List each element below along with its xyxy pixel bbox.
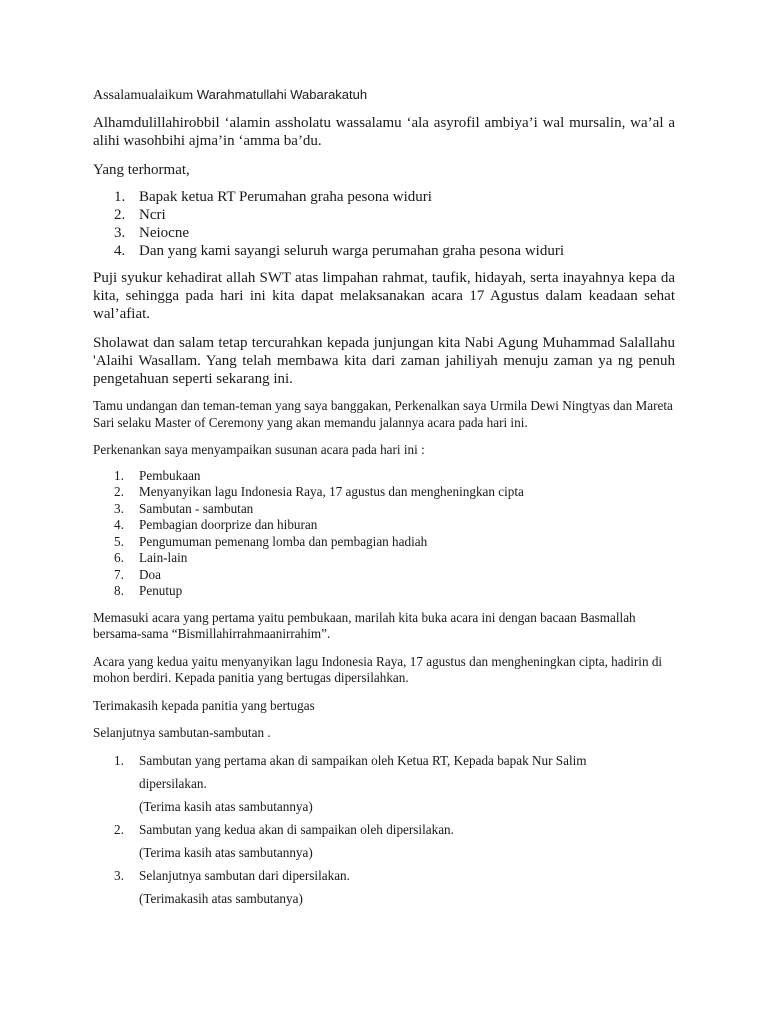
list-item: 8. Penutup	[114, 583, 183, 598]
opening-paragraph: Alhamdulillahirobbil ‘alamin assholatu wassalamu ‘ala asyrofil ambiya’i wal mursalin, wa’al a alihi wasohbihi ajma’in ‘amma ba’du.	[93, 115, 675, 149]
greeting-continuation: Warahmatullahi Wabarakatuh	[196, 87, 368, 102]
greeting-arabic-salam: Assalamualaikum	[93, 88, 197, 103]
list-item: 2. Sambutan yang kedua akan di sampaikan oleh dipersilakan. (Terima kasih atas sambutannya)	[93, 818, 675, 864]
list-item: 4. Dan yang kami sayangi seluruh warga perumahan graha pesona widuri	[114, 243, 565, 259]
document-page	[93, 86, 675, 910]
thanks-committee: Terimakasih kepada panitia yang bertugas	[93, 697, 315, 713]
list-item: 4. Pembagian doorprize dan hiburan	[114, 517, 318, 532]
list-item: 1. Bapak ketua RT Perumahan graha pesona widuri	[114, 189, 432, 205]
first-event-paragraph: Memasuki acara yang pertama yaitu pembukaan, marilah kita buka acara ini dengan bacaan Basmallah bersama-sama “Bismillahirrahmaanirrahim”.	[93, 609, 636, 641]
list-item: 3. Neiocne	[114, 225, 189, 241]
speech-thanks: (Terima kasih atas sambutannya)	[139, 844, 313, 860]
greeting	[93, 86, 675, 105]
honored-heading: Yang terhormat,	[93, 162, 190, 178]
mc-introduction: Tamu undangan dan teman-teman yang saya banggakan, Perkenalkan saya Urmila Dewi Ningtyas dan Mareta Sari selaku Master of Ceremony yang akan memandu jalannya acara pada hari ini.	[93, 398, 673, 430]
speeches-list	[93, 749, 675, 910]
honored-list	[93, 188, 675, 260]
speech-thanks: (Terimakasih atas sambutanya)	[139, 890, 303, 906]
list-item: 3. Selanjutnya sambutan dari dipersilakan. (Terimakasih atas sambutanya)	[93, 864, 675, 910]
agenda-list	[93, 468, 675, 600]
list-item: 2. Menyanyikan lagu Indonesia Raya, 17 agustus dan mengheningkan cipta	[114, 484, 524, 499]
list-item: 1. Pembukaan	[114, 467, 201, 483]
list-item: 1. Sambutan yang pertama akan di sampaikan oleh Ketua RT, Kepada bapak Nur Salim dipersilakan. (Terima kasih atas sambutannya)	[93, 749, 675, 818]
list-item: 3. Sambutan - sambutan	[114, 500, 254, 516]
second-event-paragraph: Acara yang kedua yaitu menyanyikan lagu Indonesia Raya, 17 agustus dan mengheningkan cipta, hadirin di mohon berdiri. Kepada panitia yang bertugas dipersilahkan.	[93, 653, 663, 685]
next-speeches: Selanjutnya sambutan-sambutan .	[93, 725, 271, 740]
list-item: 2. Ncri	[114, 207, 166, 223]
list-item: 6. Lain-lain	[114, 550, 188, 565]
sholawat-paragraph: Sholawat dan salam tetap tercurahkan kepada junjungan kita Nabi Agung Muhammad Salallahu 'Alaihi Wasallam. Yang telah membawa kita dari zaman jahiliyah menuju zaman ya ng penuh pengetahuan seperti sekarang ini.	[93, 335, 675, 387]
agenda-heading: Perkenankan saya menyampaikan susunan acara pada hari ini :	[93, 442, 425, 457]
speech-thanks: (Terima kasih atas sambutannya)	[139, 798, 313, 814]
list-item: 7. Doa	[114, 566, 161, 582]
gratitude-paragraph: Puji syukur kehadirat allah SWT atas limpahan rahmat, taufik, hidayah, serta inayahnya kepa da kita, sehingga pada hari ini kita dapat melaksanakan acara 17 Agustus dalam keadaan sehat wal’afiat.	[93, 270, 675, 322]
list-item: 5. Pengumuman pemenang lomba dan pembagian hadiah	[114, 533, 428, 549]
